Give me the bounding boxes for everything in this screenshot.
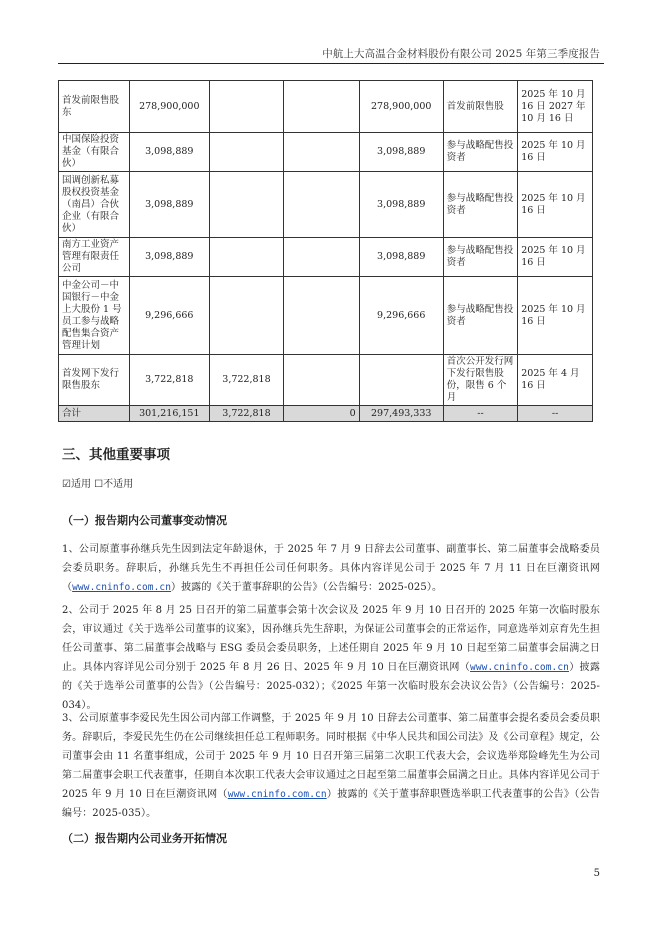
cninfo-link[interactable]: www.cninfo.com.cn: [470, 662, 569, 673]
paragraph-3: 3、公司原董事李爱民先生因公司内部工作调整，于 2025 年 9 月 10 日辞去公司董事、第二届董事会提名委员会委员职务。辞职后，李爱民先生仍在公司继续担任总工程师职务。同时根据《中华人民共和国公司法》及《公司章程》规定，公司董事会由 11 名董事组成，公司于 2025 年 9 月 10 日召开第三届第二次职工代表大会，会议选举郑险峰先生为公司第二届董事会职工代表董事，任期自本次职工代表大会审议通过之日起至第二届董事会届满之日止。具体内容详见公司于 2025 年 9 月 10 日在巨潮资讯网（www.cninfo.com.cn）披露的《关于董事辞职暨选举职工代表董事的公告》（公告编号：2025-035）。: [62, 713, 600, 819]
table-row: 国调创新私募股权投资基金（南昌）合伙企业（有限合伙） 3,098,889 3,098,889 参与战略配售投资者 2025 年 10 月 16 日: [59, 172, 593, 238]
paragraph-1: 1、公司原董事孙继兵先生因到法定年龄退休，于 2025 年 7 月 9 日辞去公司董事、副董事长、第二届董事会战略委员会委员职务。辞职后，孙继兵先生不再担任公司任何职务。具体内容详见公司于 2025 年 7 月 11 日在巨潮资讯网（www.cninfo.com.cn）披露的《关于董事辞职的公告》（公告编号：2025-025）。: [62, 544, 600, 593]
page-number: 5: [593, 868, 600, 879]
table-row: 首发网下发行限售股东 3,722,818 3,722,818 首次公开发行网下发行限售股份，限售 6 个月 2025 年 4 月 16 日: [59, 355, 593, 406]
header-divider: [58, 63, 604, 64]
table-row: 中国保险投资基金（有限合伙） 3,098,889 3,098,889 参与战略配售投资者 2025 年 10 月 16 日: [59, 133, 593, 172]
table-row: 中金公司－中国银行－中金上大股份 1 号员工参与战略配售集合资产管理计划 9,296,666 9,296,666 参与战略配售投资者 2025 年 10 月 16 日: [59, 277, 593, 355]
page-header: 中航上大高温合金材料股份有限公司 2025 年第三季度报告: [322, 48, 600, 60]
cninfo-link[interactable]: www.cninfo.com.cn: [72, 582, 172, 593]
cninfo-link[interactable]: www.cninfo.com.cn: [227, 789, 327, 800]
applicable-checkbox-line: ☑适用 ☐不适用: [62, 479, 134, 490]
paragraph-2: 2、公司于 2025 年 8 月 25 日召开的第二届董事会第十次会议及 2025 年 9 月 10 日召开的 2025 年第一次临时股东会，审议通过《关于选举公司董事的议案》，因孙继兵先生辞职，为保证公司董事会的正常运作，同意选举刘京育先生担任公司董事、第二届董事会战略与 ESG 委员会委员职务，上述任期自 2025 年 9 月 10 日起至第二届董事会届满之日止。具体内容详见公司分别于 2025 年 8 月 26 日、2025 年 9 月 10 日在巨潮资讯网（www.cninfo.com.cn）披露的《关于选举公司董事的公告》（公告编号：2025-032）；《2025 年第一次临时股东会决议公告》（公告编号：2025-034）。: [62, 605, 600, 711]
section-title: 三、其他重要事项: [62, 447, 170, 463]
restricted-shares-table: [58, 80, 593, 422]
subsection-title-business: （二）报告期内公司业务开拓情况: [62, 832, 227, 845]
cell-name: 首发前限售股东: [59, 81, 130, 133]
table-row: 南方工业资产管理有限责任公司 3,098,889 3,098,889 参与战略配售投资者 2025 年 10 月 16 日: [59, 238, 593, 277]
table-row: 首发前限售股东 278,900,000 278,900,000 首发前限售股 2025 年 10 月 16 日 2027 年 10 月 16 日: [59, 81, 593, 133]
subsection-title-directors: （一）报告期内公司董事变动情况: [62, 514, 227, 527]
table-total-row: 合计 301,216,151 3,722,818 0 297,493,333 -- --: [59, 406, 593, 422]
